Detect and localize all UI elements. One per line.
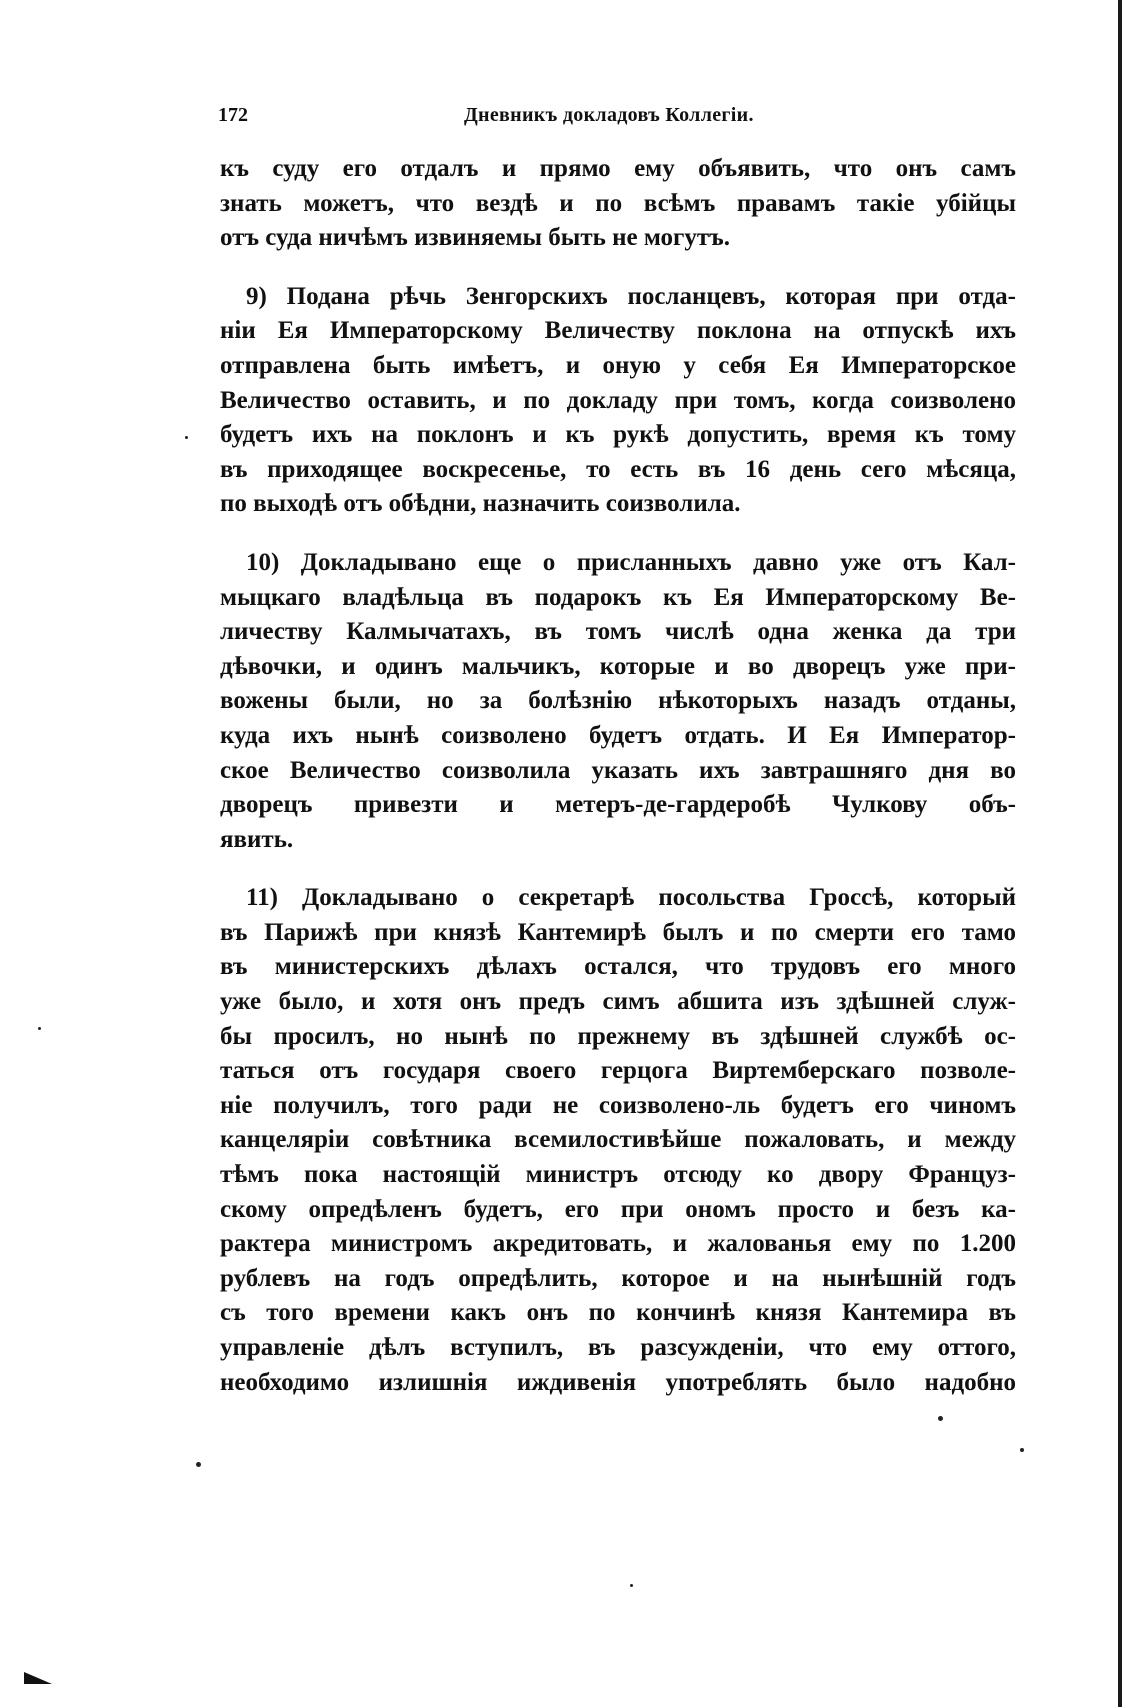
page-number: 172 <box>218 104 248 126</box>
scan-speck <box>630 1584 633 1587</box>
page-edge-shadow <box>1118 0 1122 1707</box>
text-line: 9) Подана рѣчь Зенгорскихъ посланцевъ, которая при отда- <box>246 282 1016 310</box>
text-line: отъ суда ничѣмъ извиняемы быть не могутъ. <box>220 224 730 252</box>
text-line: Величество оставить, и по докладу при томъ, когда соизволено <box>220 386 1016 414</box>
text-line: тѣмъ пока настоящій министръ отсюду ко двору Француз- <box>220 1161 1016 1189</box>
scan-speck <box>1020 1448 1024 1452</box>
text-line: рублевъ на годъ опредѣлить, которое и на нынѣшній годъ <box>220 1264 1016 1292</box>
text-line: по выходѣ отъ обѣдни, назначить соизволила. <box>220 490 741 518</box>
text-line: уже было, и хотя онъ предъ симъ абшита изъ здѣшней служ- <box>220 988 1016 1016</box>
text-line: 11) Докладывано о секретарѣ посольства Гроссѣ, который <box>246 884 1016 912</box>
text-line: отправлена быть имѣетъ, и оную у себя Ея Императорское <box>220 351 1016 379</box>
text-line: управленіе дѣлъ вступилъ, въ разсужденіи, что ему оттого, <box>220 1334 1016 1361</box>
scan-speck <box>185 436 188 439</box>
corner-scan-mark <box>24 1672 52 1684</box>
text-line: съ того времени какъ онъ по кончинѣ князя Кантемира въ <box>220 1299 1016 1327</box>
paragraph-continuation <box>220 152 1016 256</box>
text-line: рактера министромъ акредитовать, и жалованья ему по 1.200 <box>220 1230 1016 1258</box>
text-line: ніи Ея Императорскому Величеству поклона на отпускѣ ихъ <box>220 317 1016 345</box>
text-line: дѣвочки, и одинъ мальчикъ, которые и во дворецъ уже при- <box>220 652 1016 680</box>
paragraph-item-10 <box>220 546 1016 857</box>
text-line: необходимо излишнія иждивенія употреблять было надобно <box>220 1368 1016 1396</box>
text-line: явить. <box>220 825 294 853</box>
text-line: къ суду его отдалъ и прямо ему объявить, что онъ самъ <box>220 155 1016 182</box>
scan-speck <box>196 1462 201 1467</box>
text-line: личеству Калмычатахъ, въ томъ числѣ одна женка да три <box>220 618 1016 646</box>
paragraph-item-11 <box>220 881 1016 1400</box>
text-line: въ приходящее воскресенье, то есть въ 16 день сего мѣсяца, <box>220 455 1016 483</box>
body-text <box>220 152 1016 1424</box>
scan-speck <box>38 1027 41 1030</box>
paragraph-item-9 <box>220 280 1016 522</box>
text-line: канцеляріи совѣтника всемилостивѣйше пожаловать, и между <box>220 1126 1016 1154</box>
text-line: мыцкаго владѣльца въ подарокъ къ Ея Императорскому Ве- <box>220 583 1016 611</box>
text-line: дворецъ привезти и метеръ-де-гардеробѣ Чулкову объ- <box>220 791 1016 819</box>
text-line: знать можетъ, что вездѣ и по всѣмъ правамъ такіе убійцы <box>220 189 1016 217</box>
text-line: бы просилъ, но нынѣ по прежнему въ здѣшней службѣ ос- <box>220 1022 1016 1050</box>
text-line: въ министерскихъ дѣлахъ остался, что трудовъ его много <box>220 953 1016 981</box>
text-line: куда ихъ нынѣ соизволено будетъ отдать. И Ея Император- <box>220 721 1016 749</box>
text-line: въ Парижѣ при князѣ Кантемирѣ былъ и по смерти его тамо <box>220 918 1016 946</box>
text-line: скому опредѣленъ будетъ, его при ономъ просто и безъ ка- <box>220 1195 1016 1223</box>
text-line: ское Величество соизволила указать ихъ завтрашняго дня во <box>220 756 1016 784</box>
running-title: Дневникъ докладовъ Коллегіи. <box>464 104 754 126</box>
text-line: вожены были, но за болѣзнію нѣкоторыхъ назадъ отданы, <box>220 687 1016 715</box>
scan-speck <box>938 1416 943 1421</box>
page-header <box>218 104 1018 130</box>
text-line: таться отъ государя своего герцога Виртемберскаго позволе- <box>220 1057 1016 1085</box>
text-line: ніе получилъ, того ради не соизволено-ль будетъ его чиномъ <box>220 1091 1016 1119</box>
text-line: 10) Докладывано еще о присланныхъ давно уже отъ Кал- <box>246 548 1016 576</box>
text-line: будетъ ихъ на поклонъ и къ рукѣ допустить, время къ тому <box>220 421 1016 449</box>
